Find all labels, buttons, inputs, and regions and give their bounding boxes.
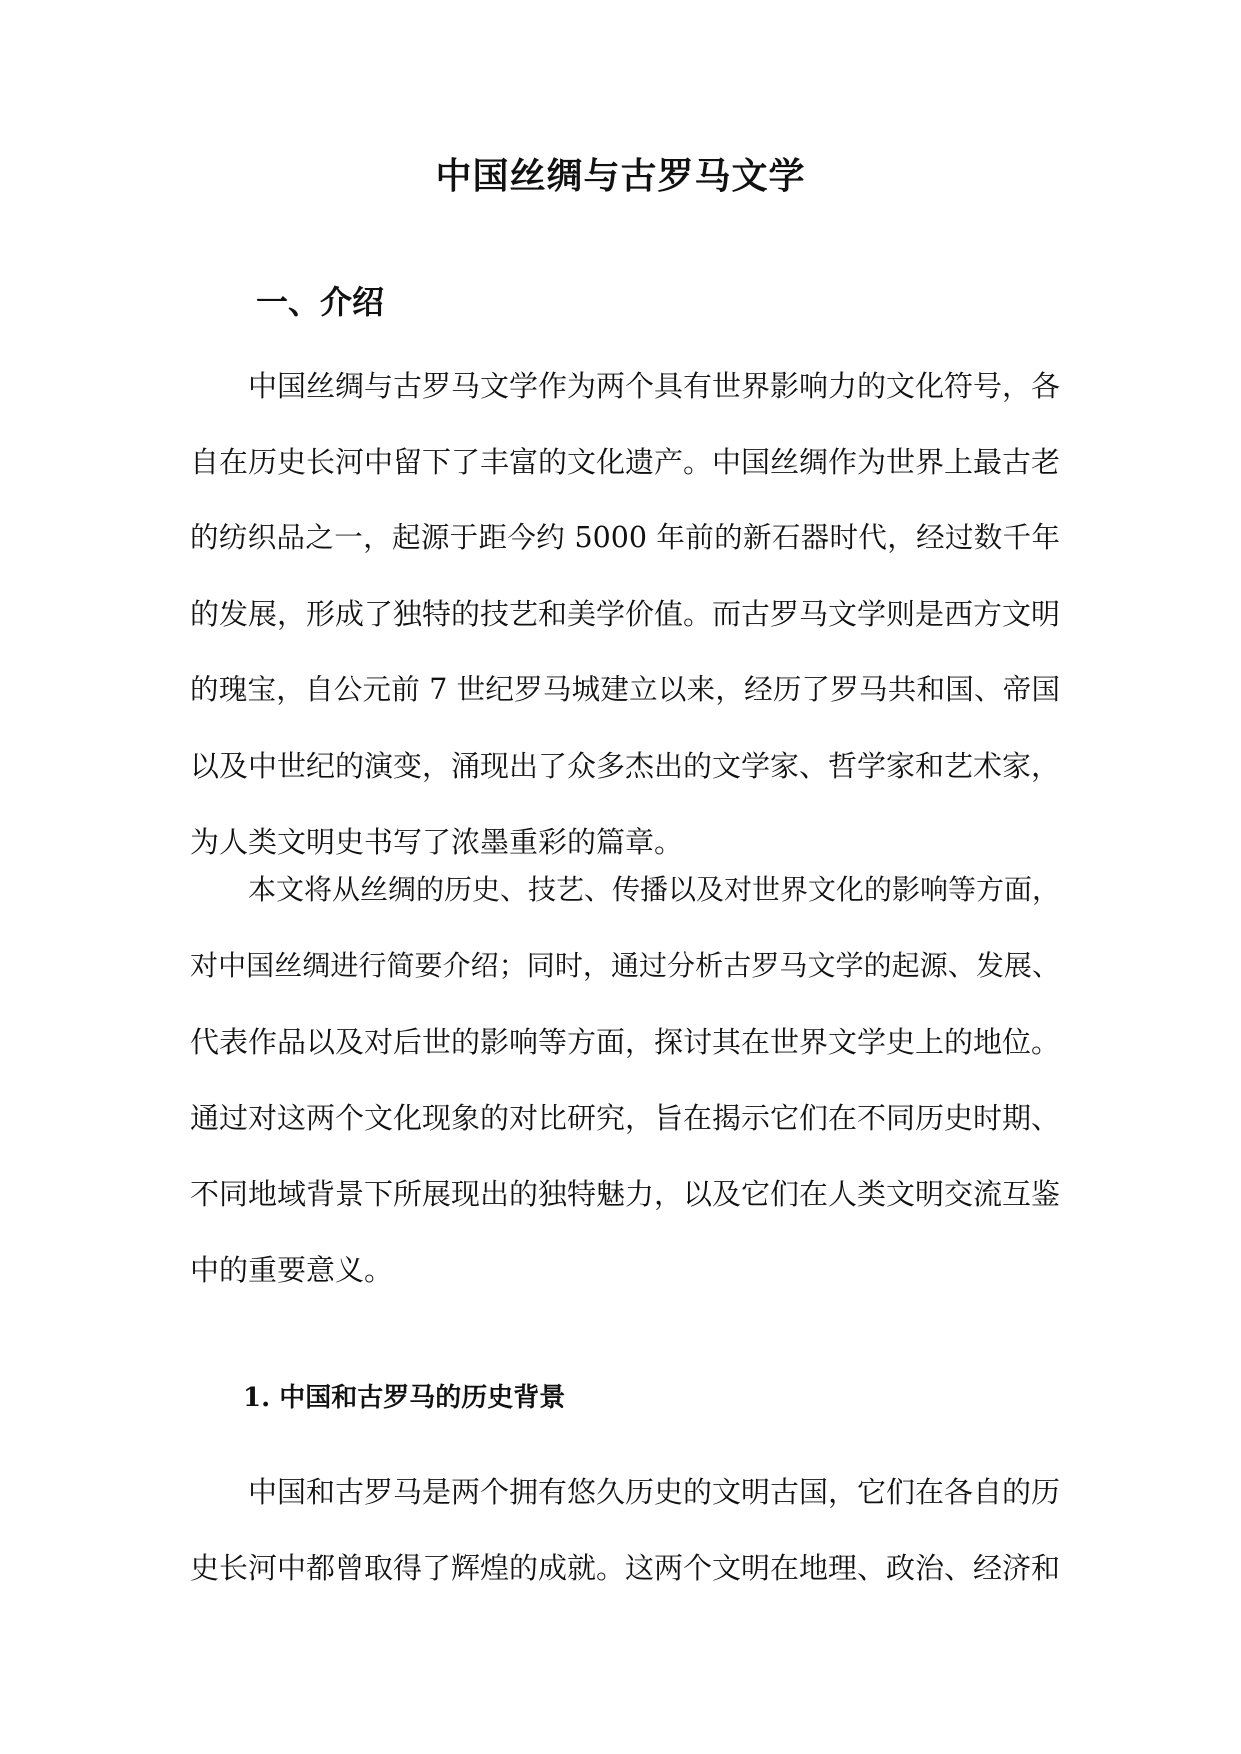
paragraph-introduction-1	[190, 348, 1060, 880]
paragraph-line: 中的重要意义。	[190, 1253, 394, 1287]
paragraph-line: 对中国丝绸进行简要介绍；同时，通过分析古罗马文学的起源、发展、	[190, 949, 1060, 982]
paragraph-line: 以及中世纪的演变，涌现出了众多杰出的文学家、哲学家和艺术家，	[190, 749, 1061, 783]
paragraph-line: 的瑰宝，自公元前 7 世纪罗马城建立以来，经历了罗马共和国、帝国	[190, 673, 1060, 706]
paragraph-historical-background	[190, 1454, 1060, 1606]
paragraph-line: 本文将从丝绸的历史、技艺、传播以及对世界文化的影响等方面，	[248, 873, 1061, 906]
paragraph-line: 的纺织品之一，起源于距今约 5000 年前的新石器时代，经过数千年	[190, 521, 1060, 554]
paragraph-line: 通过对这两个文化现象的对比研究，旨在揭示它们在不同历史时期、	[190, 1101, 1061, 1135]
paragraph-introduction-2	[190, 852, 1060, 1308]
paragraph-line: 不同地域背景下所展现出的独特魅力，以及它们在人类文明交流互鉴	[190, 1177, 1061, 1211]
paragraph-line: 自在历史长河中留下了丰富的文化遗产。中国丝绸作为世界上最古老	[190, 445, 1061, 479]
paragraph-line: 中国和古罗马是两个拥有悠久历史的文明古国，它们在各自的历	[248, 1475, 1061, 1509]
paragraph-line: 代表作品以及对后世的影响等方面，探讨其在世界文学史上的地位。	[190, 1025, 1061, 1059]
paragraph-line: 中国丝绸与古罗马文学作为两个具有世界影响力的文化符号，各	[248, 369, 1061, 403]
document-title: 中国丝绸与古罗马文学	[435, 155, 806, 197]
section-heading-introduction: 一、介绍	[256, 283, 385, 321]
paragraph-line: 史长河中都曾取得了辉煌的成就。这两个文明在地理、政治、经济和	[190, 1551, 1061, 1585]
subsection-heading-historical-background: 1. 中国和古罗马的历史背景	[243, 1383, 566, 1413]
paragraph-line: 为人类文明史书写了浓墨重彩的篇章。	[190, 825, 684, 859]
paragraph-line: 的发展，形成了独特的技艺和美学价值。而古罗马文学则是西方文明	[190, 597, 1061, 631]
